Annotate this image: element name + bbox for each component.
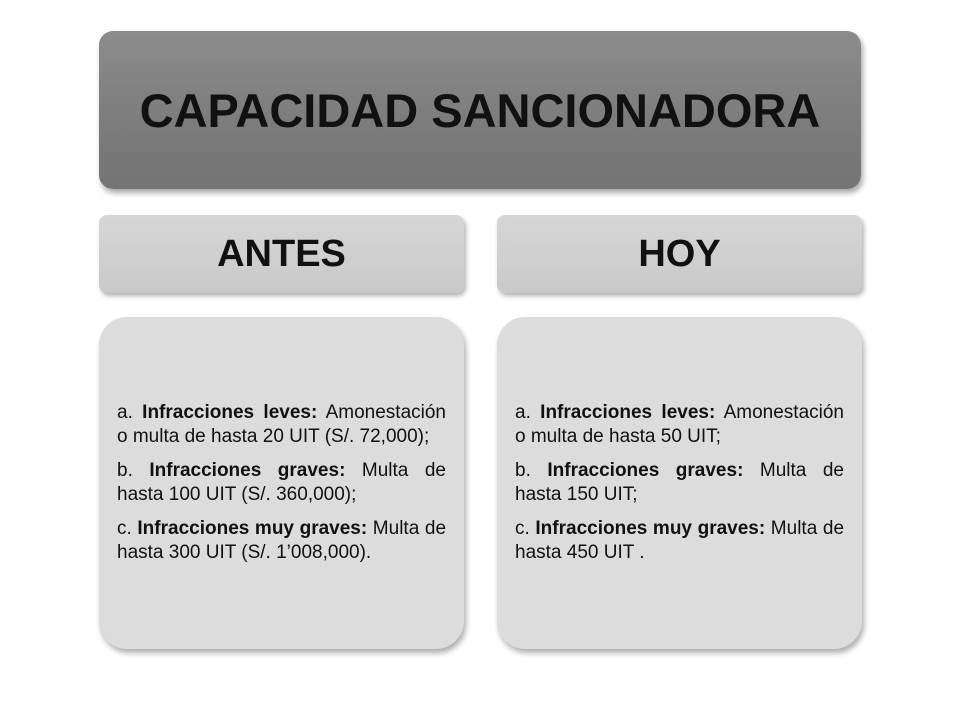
item-text: Amonestación o multa de hasta 50 UIT;: [515, 402, 844, 447]
item-text: Amonestación o multa de hasta 20 UIT (S/. 72,000);: [117, 402, 446, 447]
column-header-label: HOY: [638, 232, 721, 275]
title-banner: [99, 31, 861, 189]
list-item-muy-graves: [117, 517, 446, 565]
item-term: Infracciones leves:: [142, 402, 318, 423]
card-hoy: [497, 317, 862, 649]
card-antes: [99, 317, 464, 649]
item-text: Multa de hasta 150 UIT;: [515, 460, 844, 505]
column-header-antes: [99, 215, 464, 293]
item-prefix: b.: [515, 460, 548, 481]
item-term: Infracciones muy graves:: [535, 518, 766, 539]
item-prefix: c.: [515, 518, 536, 539]
item-text: Multa de hasta 100 UIT (S/. 360,000);: [117, 460, 446, 505]
item-term: Infracciones graves:: [149, 460, 346, 481]
item-text: Multa de hasta 450 UIT .: [515, 518, 845, 563]
list-item-leves: [117, 401, 446, 449]
item-text: Multa de hasta 300 UIT (S/. 1’008,000).: [117, 518, 447, 563]
column-header-label: ANTES: [217, 232, 346, 275]
item-term: Infracciones leves:: [540, 402, 716, 423]
item-prefix: a.: [515, 402, 541, 423]
list-item-leves: [515, 401, 844, 449]
page-title: CAPACIDAD SANCIONADORA: [139, 83, 821, 137]
item-prefix: a.: [117, 402, 143, 423]
list-item-graves: [515, 459, 844, 507]
column-header-hoy: [497, 215, 862, 293]
item-prefix: c.: [117, 518, 138, 539]
item-term: Infracciones graves:: [547, 460, 744, 481]
item-term: Infracciones muy graves:: [137, 518, 368, 539]
list-item-muy-graves: [515, 517, 844, 565]
item-prefix: b.: [117, 460, 150, 481]
list-item-graves: [117, 459, 446, 507]
